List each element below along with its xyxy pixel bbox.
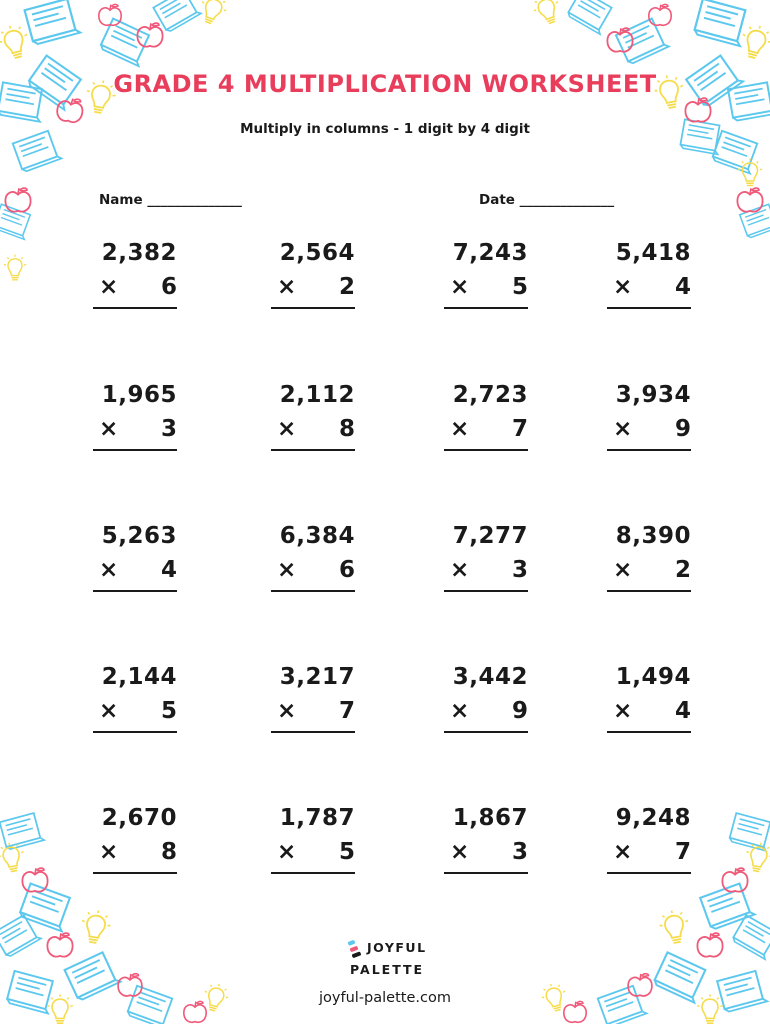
answer-line	[607, 307, 691, 309]
problem	[271, 381, 355, 451]
multiply-sign: ×	[613, 839, 633, 865]
multiplier: 5	[338, 839, 355, 865]
multiplicand: 1,787	[279, 805, 355, 831]
multiplier: 4	[674, 274, 691, 300]
multiplier: 3	[511, 557, 528, 583]
multiply-sign: ×	[450, 839, 470, 865]
name-field[interactable]: Name ______________	[99, 192, 242, 208]
multiplier: 8	[160, 839, 177, 865]
lightbulb-icon	[530, 0, 564, 27]
book-icon	[153, 0, 201, 33]
lightbulb-icon	[4, 255, 26, 280]
multiply-sign: ×	[450, 416, 470, 442]
answer-line	[444, 307, 528, 309]
multiplier: 8	[338, 416, 355, 442]
logo-mark-icon	[346, 940, 364, 960]
answer-line	[444, 449, 528, 451]
answer-line	[271, 872, 355, 874]
multiplicand: 2,564	[279, 240, 355, 266]
book-icon	[25, 0, 81, 45]
multiplier: 7	[511, 416, 528, 442]
multiplicand: 7,243	[452, 240, 528, 266]
problem	[444, 663, 528, 733]
multiplier: 9	[674, 416, 691, 442]
problem	[607, 381, 691, 451]
multiply-sign: ×	[613, 416, 633, 442]
multiply-sign: ×	[99, 274, 119, 300]
problem	[444, 381, 528, 451]
multiply-sign: ×	[99, 839, 119, 865]
multiplier: 2	[674, 557, 691, 583]
apple-icon	[697, 933, 722, 957]
multiply-sign: ×	[277, 698, 297, 724]
multiplier: 5	[511, 274, 528, 300]
multiplicand: 2,382	[101, 240, 177, 266]
lightbulb-icon	[79, 908, 113, 945]
answer-line	[271, 731, 355, 733]
multiplicand: 9,248	[615, 805, 691, 831]
multiplicand: 6,384	[279, 523, 355, 549]
multiplicand: 2,144	[101, 664, 177, 690]
answer-line	[444, 872, 528, 874]
lightbulb-icon	[657, 908, 691, 945]
answer-line	[93, 590, 177, 592]
logo-text-line1: JOYFUL	[367, 940, 427, 955]
problem	[444, 239, 528, 309]
problem	[271, 239, 355, 309]
book-icon	[0, 914, 41, 958]
multiply-sign: ×	[277, 839, 297, 865]
multiply-sign: ×	[450, 698, 470, 724]
problem	[607, 522, 691, 592]
multiplicand: 7,277	[452, 523, 528, 549]
problem	[271, 663, 355, 733]
multiply-sign: ×	[613, 557, 633, 583]
answer-line	[607, 449, 691, 451]
book-icon	[0, 812, 44, 850]
multiplicand: 1,965	[101, 382, 177, 408]
answer-line	[271, 590, 355, 592]
multiplier: 9	[511, 698, 528, 724]
problem	[93, 663, 177, 733]
multiplier: 3	[511, 839, 528, 865]
multiply-sign: ×	[613, 698, 633, 724]
multiplicand: 2,723	[452, 382, 528, 408]
multiply-sign: ×	[450, 557, 470, 583]
lightbulb-icon	[0, 22, 32, 61]
problem	[444, 522, 528, 592]
worksheet-subtitle: Multiply in columns - 1 digit by 4 digit	[240, 121, 530, 137]
apple-icon	[56, 96, 85, 124]
apple-icon	[649, 4, 671, 25]
answer-line	[271, 307, 355, 309]
multiply-sign: ×	[450, 274, 470, 300]
multiplicand: 2,112	[279, 382, 355, 408]
apple-icon	[47, 933, 72, 957]
multiplicand: 5,418	[615, 240, 691, 266]
answer-line	[93, 872, 177, 874]
problem	[93, 381, 177, 451]
multiply-sign: ×	[277, 557, 297, 583]
multiplicand: 8,390	[615, 523, 691, 549]
problem	[93, 522, 177, 592]
book-icon	[712, 131, 761, 174]
problem	[93, 239, 177, 309]
multiplier: 3	[160, 416, 177, 442]
problem	[271, 804, 355, 874]
problem	[607, 663, 691, 733]
multiplier: 2	[338, 274, 355, 300]
apple-icon	[5, 188, 30, 212]
multiplier: 6	[338, 557, 355, 583]
answer-line	[93, 449, 177, 451]
multiply-sign: ×	[99, 416, 119, 442]
multiply-sign: ×	[277, 416, 297, 442]
answer-line	[271, 449, 355, 451]
book-icon	[732, 915, 770, 959]
multiply-sign: ×	[99, 557, 119, 583]
problem	[271, 522, 355, 592]
multiplier: 7	[674, 839, 691, 865]
book-icon	[740, 203, 770, 238]
multiplicand: 3,442	[452, 664, 528, 690]
answer-line	[607, 731, 691, 733]
logo-text-line2: PALETTE	[350, 962, 425, 977]
multiplier: 7	[338, 698, 355, 724]
answer-line	[93, 731, 177, 733]
multiplicand: 3,217	[279, 664, 355, 690]
brand-logo	[340, 938, 440, 982]
book-icon	[567, 0, 615, 34]
multiplier: 4	[160, 557, 177, 583]
multiply-sign: ×	[613, 274, 633, 300]
multiplicand: 1,867	[452, 805, 528, 831]
apple-icon	[99, 4, 121, 25]
lightbulb-icon	[738, 22, 770, 61]
answer-line	[444, 590, 528, 592]
problem	[607, 239, 691, 309]
book-icon	[729, 813, 770, 851]
problem	[607, 804, 691, 874]
problem	[93, 804, 177, 874]
multiplicand: 3,934	[615, 382, 691, 408]
problem	[444, 804, 528, 874]
multiplicand: 1,494	[615, 664, 691, 690]
answer-line	[607, 590, 691, 592]
answer-line	[607, 872, 691, 874]
answer-line	[444, 731, 528, 733]
multiplier: 6	[160, 274, 177, 300]
worksheet-title: GRADE 4 MULTIPLICATION WORKSHEET	[113, 70, 657, 98]
website-link[interactable]: joyful-palette.com	[319, 990, 451, 1006]
book-icon	[694, 0, 750, 46]
multiplier: 5	[160, 698, 177, 724]
multiply-sign: ×	[277, 274, 297, 300]
book-icon	[700, 882, 755, 930]
multiplier: 4	[674, 698, 691, 724]
date-field[interactable]: Date ______________	[479, 192, 615, 208]
multiplicand: 5,263	[101, 523, 177, 549]
multiply-sign: ×	[99, 698, 119, 724]
multiplicand: 2,670	[101, 805, 177, 831]
answer-line	[93, 307, 177, 309]
